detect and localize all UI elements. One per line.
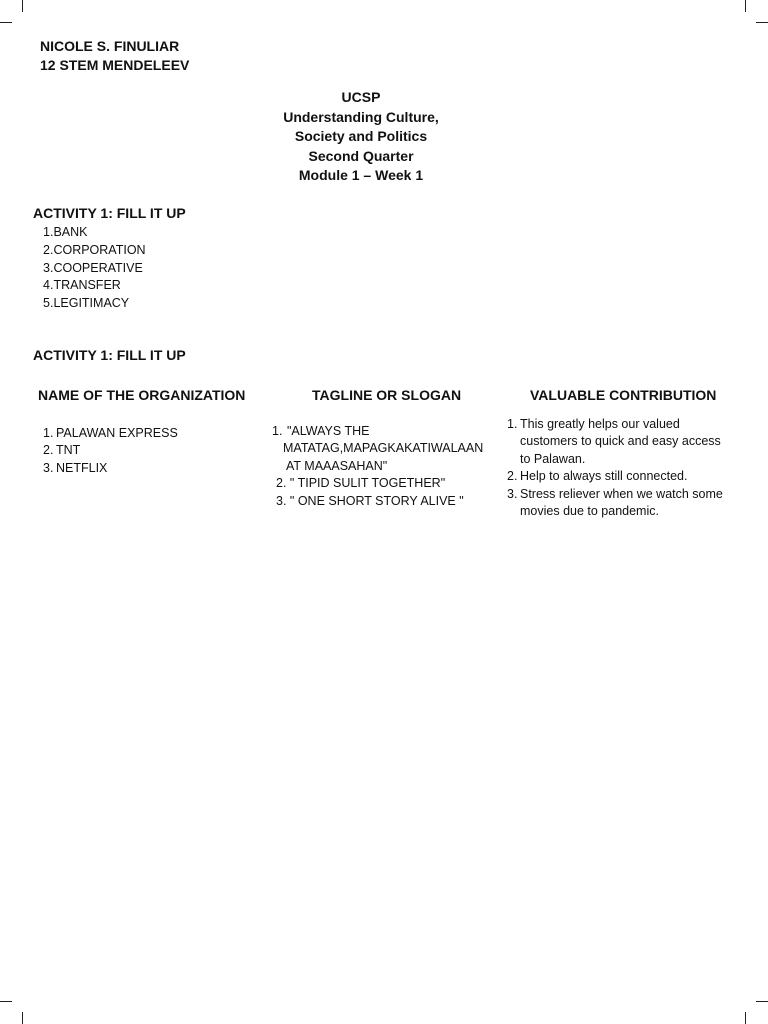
crop-mark [0,1001,12,1002]
list-item: 3. " ONE SHORT STORY ALIVE " [276,493,464,508]
list-item: 2. Help to always still connected. [507,469,688,484]
list-item: 1. "ALWAYS THE MATATAG,MAPAGKAKATIWALAAN AT MAAASAHAN" [272,424,484,473]
answer-item: 1.BANK [43,225,88,239]
organization-list [43,425,178,477]
list-item: 1. This greatly helps our valued customers to quick and easy access to Palawan. [507,417,721,466]
list-item: 3. Stress reliever when we watch some movies due to pandemic. [507,486,723,519]
crop-mark [756,1001,768,1002]
subject-title-line2: Society and Politics [294,128,428,144]
list-item: 2. TNT [43,443,81,458]
list-item: 1. PALAWAN EXPRESS [43,426,178,440]
crop-mark [756,22,768,23]
crop-mark [22,1012,23,1024]
subject-title-line1: Understanding Culture, [283,108,439,125]
student-section: 12 STEM MENDELEEV [40,57,190,73]
column-header-organization: NAME OF THE ORGANIZATION [38,387,246,403]
quarter: Second Quarter [308,147,414,164]
tagline-list [272,423,492,510]
subject-code: UCSP [341,89,381,105]
list-item: 2. " TIPID SULIT TOGETHER" [276,476,446,491]
crop-mark [745,0,746,12]
column-header-tagline: TAGLINE OR SLOGAN [312,387,462,403]
column-header-contribution: VALUABLE CONTRIBUTION [530,387,717,403]
crop-mark [745,1012,746,1024]
crop-mark [22,0,23,12]
answer-item: 5.LEGITIMACY [43,296,130,311]
student-header [40,37,189,75]
student-name: NICOLE S. FINULIAR [40,38,180,54]
title-block [230,88,492,186]
contribution-list [507,416,752,520]
module-week: Module 1 – Week 1 [298,167,424,183]
answer-item: 3.COOPERATIVE [43,260,143,275]
crop-mark [0,22,12,23]
activity1-heading: ACTIVITY 1: FILL IT UP [33,205,186,221]
activity2-heading: ACTIVITY 1: FILL IT UP [33,347,186,363]
answer-item: 2.CORPORATION [43,242,146,257]
answer-item: 4.TRANSFER [43,278,121,293]
list-item: 3. NETFLIX [43,460,108,475]
activity1-answer-list [43,224,146,313]
